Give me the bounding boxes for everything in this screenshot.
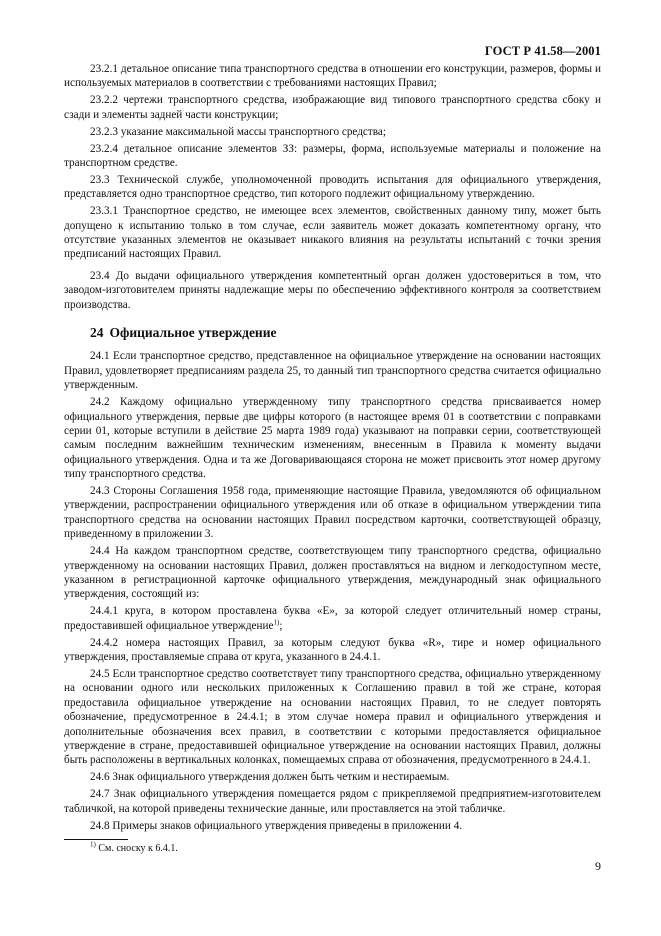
footnote-divider: [64, 839, 128, 840]
footnote-mark: 1): [90, 840, 96, 849]
paragraph-23-2-4: 23.2.4 детальное описание элементов ЗЗ: размеры, форма, используемые материалы и положение на транспортном средстве.: [64, 142, 601, 169]
paragraph-23-3-1: 23.3.1 Транспортное средство, не имеющее всех элементов, свойственных данному типу, может быть допущено к испытанию только в том случае, если заявитель может доказать компетентному органу, что отсутствие указанных элементов не оказывает никакого влияния на результаты испытаний с точки зрения предписаний настоящих Правил.: [64, 205, 601, 261]
footnote-text: См. сноску к 6.4.1.: [98, 842, 178, 854]
paragraph-24-4-1: [64, 604, 601, 633]
paragraph-24-8: 24.8 Примеры знаков официального утверждения приведены в приложении 4.: [90, 819, 463, 832]
footnote-reference: 1): [273, 617, 280, 626]
footnote: [90, 840, 601, 855]
paragraph-23-2-1: 23.2.1 детальное описание типа транспортного средства в отношении его конструкции, размеров, формы и используемых материалов в соответствии с требованиями настоящих Правил;: [64, 63, 601, 90]
paragraph-24-1: 24.1 Если транспортное средство, представленное на официальное утверждение на основании настоящих Правил, удовлетворяет предписаниям раздела 25, то данный тип транспортного средства считается официально утвержденным.: [64, 350, 601, 392]
section-title-text: Официальное утверждение: [109, 325, 277, 340]
paragraph-24-3: 24.3 Стороны Соглашения 1958 года, применяющие настоящие Правила, уведомляются об официальном утверждении, распространении официального утверждения или об отказе в официальном утверждении типа транспортного средства на основании настоящих Правил посредством карточки, соответствующей образцу, приведенному в приложении 3.: [64, 485, 601, 541]
document-header: ГОСТ Р 41.58—2001: [484, 44, 601, 58]
paragraph-24-4-1-suffix: ;: [279, 619, 283, 632]
paragraph-24-7: 24.7 Знак официального утверждения помещается рядом с прикрепляемой предприятием-изготовителем табличкой, на которой приведены технические данные, или проставляется на этой табличке.: [64, 788, 601, 815]
paragraph-23-3: 23.3 Технической службе, уполномоченной проводить испытания для официального утверждения, представляется одно транспортное средство, тип которого подлежит официальному утверждению.: [64, 173, 601, 201]
paragraph-24-2: 24.2 Каждому официально утвержденному типу транспортного средства присваивается номер официального утверждения, первые две цифры которого (в настоящее время 01 в соответствии с поправками серии 01, которые вступили в действие 25 марта 1989 года) указывают на поправки серии, соответствующей самым последним важнейшим техническим изменениям, внесенным в Правила к моменту выдачи официального утверждения. Одна и та же Договаривающаяся сторона не может присвоить этот номер другому типу транспортного средства.: [64, 396, 601, 481]
paragraph-24-4-1-text: 24.4.1 круга, в котором проставлена буква «Е», за которой следует отличительный номер страны, предоставившей официальное утверждение: [64, 605, 601, 632]
paragraph-23-2-2: 23.2.2 чертежи транспортного средства, изображающие вид типового транспортного средства сбоку и сзади и элементы задней части конструкции;: [64, 94, 601, 121]
paragraph-24-4: 24.4 На каждом транспортном средстве, соответствующем типу транспортного средства, официально утвержденному на основании настоящих Правил, должен проставляться на видном и легкодоступном месте, указанном в регистрационной карточке официального утверждения, международный знак официального утверждения, состоящий из:: [64, 545, 601, 601]
paragraph-24-4-2: 24.4.2 номера настоящих Правил, за которым следуют буква «R», тире и номер официального утверждения, проставляемые справа от круга, указанного в 24.4.1.: [64, 636, 601, 664]
section-heading: [90, 326, 601, 340]
paragraph-24-5: 24.5 Если транспортное средство соответствует типу транспортного средства, официально утвержденному на основании одного или нескольких приложенных к Соглашению правил в той же стране, которая предоставила официальное утверждение на основании настоящих Правил, то не следует повторять обозначение, предусмотренное в 24.4.1; в этом случае номера правил и официального утверждения и дополнительные обозначения всех правил, в соответствии с которыми предоставляется официальное утверждение в стране, предоставившей официальное утверждение на основании настоящих Правил, должны быть расположены в вертикальных колонках, помещаемых справа от обозначения, предусмотренного в 24.4.1.: [64, 667, 601, 767]
page-number: 9: [595, 859, 601, 873]
paragraph-24-6: 24.6 Знак официального утверждения должен быть четким и нестираемым.: [90, 771, 450, 784]
document-body: [64, 62, 601, 855]
paragraph-23-2-3: 23.2.3 указание максимальной массы транспортного средства;: [90, 125, 386, 138]
paragraph-23-4: 23.4 До выдачи официального утверждения компетентный орган должен удостовериться в том, что заводом-изготовителем приняты надлежащие меры по обеспечению эффективного контроля за соответствием производства.: [64, 269, 601, 311]
section-number: 24: [90, 325, 104, 340]
